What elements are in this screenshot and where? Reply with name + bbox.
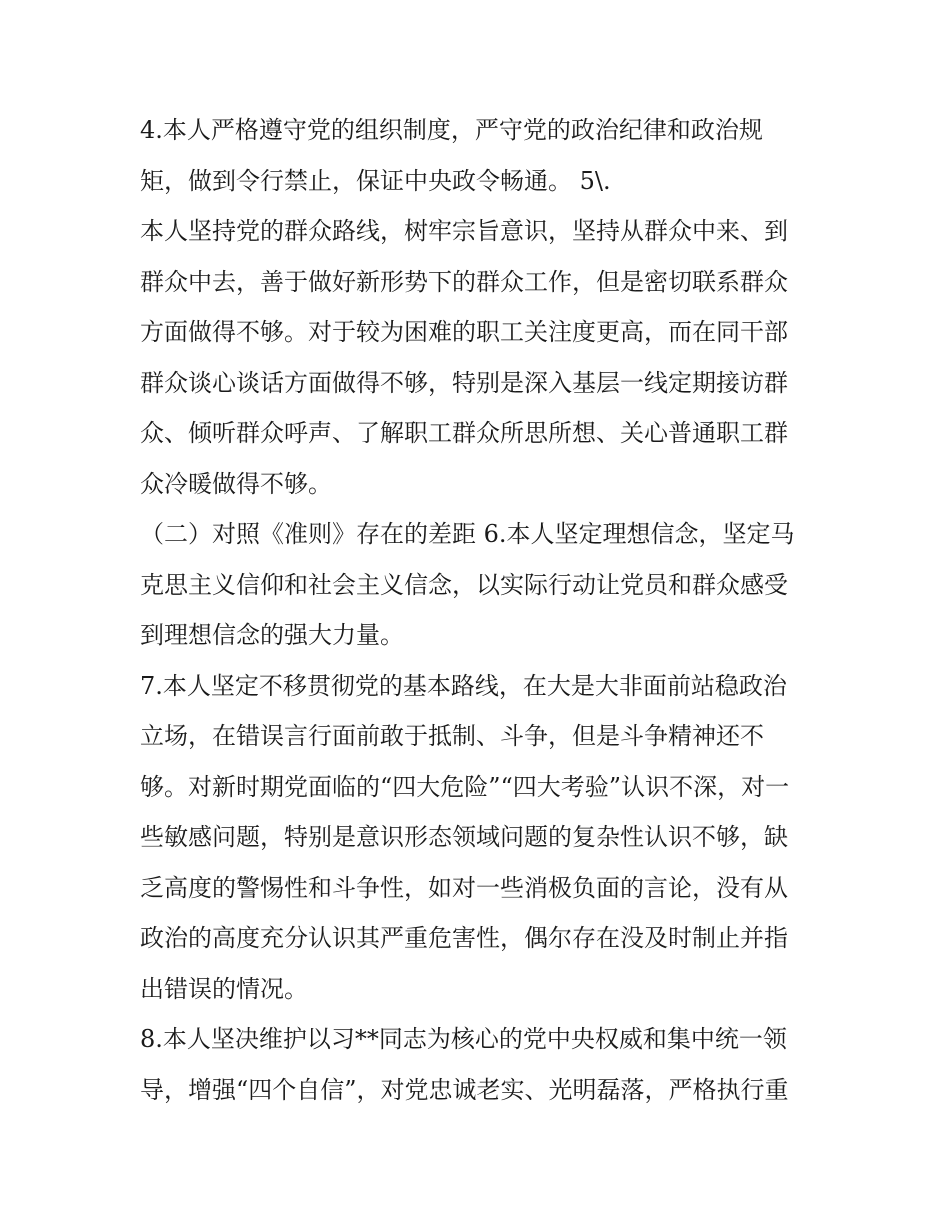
text-line: 本人坚持党的群众路线，树牢宗旨意识，坚持从群众中来、到 xyxy=(140,217,788,245)
text-line: 群众中去，善于做好新形势下的群众工作，但是密切联系群众 xyxy=(140,267,788,296)
text-line: 众、倾听群众呼声、了解职工群众所思所想、关心普通职工群 xyxy=(140,419,788,447)
text-line: 政治的高度充分认识其严重危害性，偶尔存在没及时制止并指 xyxy=(140,924,788,952)
text-line: 7.本人坚定不移贯彻党的基本路线，在大是大非面前站稳政治 xyxy=(140,671,787,700)
text-line: 克思主义信仰和社会主义信念，以实际行动让党员和群众感受 xyxy=(140,570,788,599)
text-line: 群众谈心谈话方面做得不够，特别是深入基层一线定期接访群 xyxy=(140,368,788,397)
text-line: 众冷暖做得不够。 xyxy=(140,469,332,498)
text-line: 矩，做到令行禁止，保证中央政令畅通。 5\. xyxy=(140,166,611,195)
text-line: 8.本人坚决维护以习**同志为核心的党中央权威和集中统一领 xyxy=(140,1025,787,1053)
text-line: 些敏感问题，特别是意识形态领域问题的复杂性认识不够，缺 xyxy=(140,823,788,851)
text-line: 导，增强“四个自信”，对党忠诚老实、光明磊落，严格执行重 xyxy=(140,1075,789,1104)
text-line: 4.本人严格遵守党的组织制度，严守党的政治纪律和政治规 xyxy=(140,116,763,144)
text-line: 乏高度的警惕性和斗争性，如对一些消极负面的言论，没有从 xyxy=(140,873,788,902)
text-line: 够。对新时期党面临的“四大危险”“四大考验”认识不深，对一 xyxy=(140,772,790,801)
text-line: 立场，在错误言行面前敢于抵制、斗争，但是斗争精神还不 xyxy=(140,722,764,750)
text-line: 到理想信念的强大力量。 xyxy=(140,621,404,649)
section-heading-line: （二）对照《准则》存在的差距 6.本人坚定理想信念，坚定马 xyxy=(140,520,795,548)
document-body xyxy=(140,107,820,1117)
text-line: 方面做得不够。对于较为困难的职工关注度更高，而在同干部 xyxy=(140,318,788,346)
text-line: 出错误的情况。 xyxy=(140,974,308,1003)
